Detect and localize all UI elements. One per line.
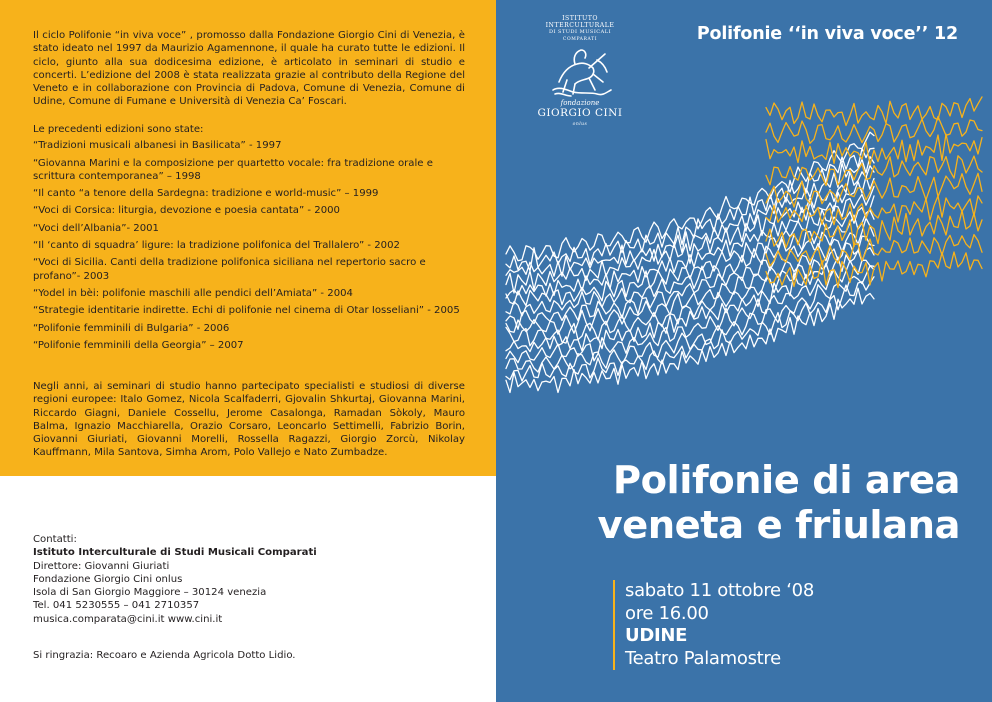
previous-edition-item: “Polifonie femminili di Bulgaria” - 2006 bbox=[33, 322, 230, 334]
seminars-paragraph: Negli anni, ai seminari di studio hanno partecipato specialisti e studiosi di diverse regioni europee: Italo Gomez, Nicola Scalfaderri, Gjovalin Shkurtaj, Giovanna Marini, Riccardo Giagni, Daniele Cossellu, Jerome Casalonga, Ramadan Sòkoly, Mauro Balma, Ignazio Macchiarella, Orazio Corsaro, Leoncarlo Settimelli, Fabrizio Borin, Giovanni Giuriati, Giovanni Morelli, Rossella Ragazzi, Giorgio Zorcù, Nikolay Kauffmann, Mila Santova, Simha Arom, Polo Vallejo e Nato Zumbadze. bbox=[33, 381, 465, 459]
previous-edition-item: “Voci di Sicilia. Canti della tradizione polifonica siciliana nel repertorio sacro e profano”- 2003 bbox=[33, 257, 426, 282]
scribble-wave-illustration bbox=[496, 80, 992, 480]
previous-edition-item: “Tradizioni musicali albanesi in Basilicata” - 1997 bbox=[33, 140, 282, 152]
previous-edition-item: “Voci dell’Albania”- 2001 bbox=[33, 222, 159, 234]
main-title-line1: Polifonie di area bbox=[612, 458, 960, 503]
contact-line-email-web: musica.comparata@cini.it www.cini.it bbox=[33, 613, 223, 625]
previous-edition-item: “Voci di Corsica: liturgia, devozione e poesia cantata” - 2000 bbox=[33, 205, 340, 217]
series-title: Polifonie ‘‘in viva voce’’ 12 bbox=[696, 24, 958, 44]
yellow-wave-line bbox=[766, 235, 982, 266]
contacts-label: Contatti: bbox=[33, 534, 77, 545]
contacts-block bbox=[33, 533, 465, 626]
logo-onlus-suffix: onlus bbox=[572, 122, 588, 127]
previous-edition-item: “Yodel in bèi: polifonie maschili alle pendici dell’Amiata” - 2004 bbox=[33, 287, 353, 299]
logo-institute-line1: ISTITUTO INTERCULTURALE bbox=[545, 15, 615, 29]
intro-paragraph: Il ciclo Polifonie “in viva voce” , promosso dalla Fondazione Giorgio Cini di Venezia, è stato ideato nel 1997 da Maurizio Agamennone, il quale ha curato tutte le edizioni. Il ciclo, giunto alla sua dodicesima edizione, è articolato in seminari di studio e concerti. L’edizione del 2008 è stata realizzata grazie al contributo della Regione del Veneto e in collaborazione con Provincia di Padova, Comune di Venezia, Comune di Udine, Comune di Fumane e Università di Venezia Ca’ Foscari. bbox=[33, 30, 465, 108]
event-date: sabato 11 ottobre ‘08 bbox=[625, 580, 814, 601]
event-venue: Teatro Palamostre bbox=[625, 647, 781, 669]
previous-edition-item: “Il canto “a tenore della Sardegna: tradizione e world-music” – 1999 bbox=[33, 188, 379, 200]
white-wave-line bbox=[506, 132, 874, 261]
logo-foundation-word: fondazione bbox=[560, 99, 600, 107]
contact-line: Tel. 041 5230555 – 041 2710357 bbox=[33, 600, 200, 612]
logo-institute-line2: DI STUDI MUSICALI bbox=[548, 29, 612, 35]
main-title bbox=[598, 458, 960, 548]
yellow-wave-line bbox=[766, 97, 982, 126]
previous-editions-title: Le precedenti edizioni sono state: bbox=[33, 124, 204, 135]
previous-edition-item: “Giovanna Marini e la composizione per quartetto vocale: fra tradizione orale e scrittura contemporanea” – 1998 bbox=[33, 157, 433, 182]
thanks-line: Si ringrazia: Recoaro e Azienda Agricola Dotto Lidio. bbox=[33, 650, 296, 661]
previous-editions-section bbox=[33, 123, 465, 356]
event-time: ore 16.00 bbox=[625, 602, 709, 624]
logo-name-text: GIORGIO CINI bbox=[537, 107, 623, 119]
logo-institute-line3: COMPARATI bbox=[562, 37, 598, 42]
institute-name: Istituto Interculturale di Studi Musicali Comparati bbox=[33, 547, 317, 559]
main-title-line2: veneta e friulana bbox=[597, 503, 960, 548]
yellow-wave-line bbox=[766, 134, 982, 165]
yellow-wave-line bbox=[766, 252, 982, 288]
event-city: UDINE bbox=[625, 625, 688, 646]
previous-edition-item: “Strategie identitarie indirette. Echi di polifonie nel cinema di Otar Iosseliani” - 2005 bbox=[33, 305, 460, 317]
yellow-wave-line bbox=[766, 117, 982, 144]
previous-edition-item: “Polifonie femminili della Georgia” – 2007 bbox=[33, 339, 244, 351]
contact-line: Fondazione Giorgio Cini onlus bbox=[33, 573, 183, 585]
contact-line: Isola di San Giorgio Maggiore – 30124 venezia bbox=[33, 587, 267, 599]
event-details bbox=[613, 580, 814, 670]
previous-editions-list bbox=[33, 139, 465, 352]
contact-line: Direttore: Giovanni Giuriati bbox=[33, 560, 170, 572]
previous-edition-item: “Il ‘canto di squadra’ ligure: la tradizione polifonica del Trallalero” - 2002 bbox=[33, 240, 400, 252]
